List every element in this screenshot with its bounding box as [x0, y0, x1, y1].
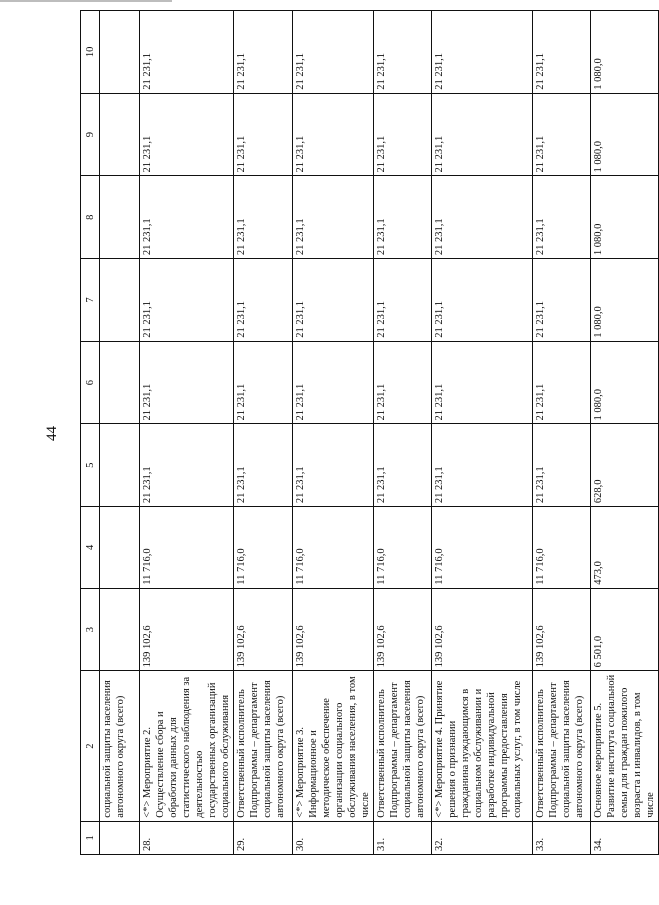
row-number: 28.: [140, 821, 234, 854]
row-number: 32.: [432, 821, 533, 854]
funding-value: 139 102,6: [374, 588, 432, 671]
row-number: 34.: [591, 821, 659, 854]
activity-name: Ответственный исполнитель Подпрограммы – департамент социальной защиты населения автономного округа (всего): [533, 671, 591, 821]
funding-value: 21 231,1: [533, 93, 591, 176]
table-row: [293, 11, 374, 855]
funding-value: 139 102,6: [432, 588, 533, 671]
activity-name: <*> Мероприятие 3. Информационное и методическое обеспечение организации социального обслуживания населения, в том числе: [293, 671, 374, 821]
funding-value: 139 102,6: [234, 588, 293, 671]
table-row: [140, 11, 234, 855]
column-number: 5: [81, 424, 100, 507]
column-number: 6: [81, 341, 100, 424]
funding-value: [100, 176, 140, 259]
funding-value: 11 716,0: [432, 507, 533, 589]
funding-value: 21 231,1: [234, 11, 293, 94]
funding-value: [100, 11, 140, 94]
funding-value: 11 716,0: [140, 507, 234, 589]
funding-value: 1 080,0: [591, 341, 659, 424]
funding-value: 21 231,1: [533, 11, 591, 94]
column-number: 1: [81, 821, 100, 854]
funding-value: 1 080,0: [591, 11, 659, 94]
funding-value: 1 080,0: [591, 93, 659, 176]
funding-value: 21 231,1: [234, 341, 293, 424]
rotated-table-container: [80, 10, 656, 855]
funding-value: 21 231,1: [293, 424, 374, 507]
row-number: 30.: [293, 821, 374, 854]
funding-value: 1 080,0: [591, 259, 659, 342]
funding-value: 11 716,0: [293, 507, 374, 589]
funding-value: 21 231,1: [374, 93, 432, 176]
column-number: 7: [81, 259, 100, 342]
table-row: [533, 11, 591, 855]
funding-value: 11 716,0: [374, 507, 432, 589]
funding-value: 21 231,1: [432, 424, 533, 507]
funding-value: 473,0: [591, 507, 659, 589]
column-number: 4: [81, 507, 100, 589]
funding-value: 139 102,6: [140, 588, 234, 671]
funding-value: 21 231,1: [234, 176, 293, 259]
funding-value: 21 231,1: [140, 341, 234, 424]
program-funding-table: [80, 10, 659, 855]
funding-value: 21 231,1: [432, 11, 533, 94]
row-number: 33.: [533, 821, 591, 854]
funding-value: 21 231,1: [432, 341, 533, 424]
funding-value: 21 231,1: [140, 93, 234, 176]
funding-value: 21 231,1: [293, 259, 374, 342]
funding-value: 6 501,0: [591, 588, 659, 671]
funding-value: 1 080,0: [591, 176, 659, 259]
column-number: 10: [81, 11, 100, 94]
page-number: 44: [44, 426, 60, 441]
funding-value: 21 231,1: [533, 176, 591, 259]
column-number: 2: [81, 671, 100, 821]
activity-name: <*> Мероприятие 2. Осуществление сбора и обработки данных для статистического наблюдения за деятельностью государственных организаций социального обслуживания: [140, 671, 234, 821]
funding-value: 21 231,1: [533, 424, 591, 507]
table-row: [432, 11, 533, 855]
column-number-row: [81, 11, 100, 855]
funding-value: 21 231,1: [533, 341, 591, 424]
funding-value: 628,0: [591, 424, 659, 507]
funding-value: 21 231,1: [432, 93, 533, 176]
funding-value: 21 231,1: [140, 259, 234, 342]
funding-value: 21 231,1: [374, 424, 432, 507]
row-number: 31.: [374, 821, 432, 854]
funding-value: 21 231,1: [432, 176, 533, 259]
funding-value: 21 231,1: [374, 341, 432, 424]
funding-value: [100, 424, 140, 507]
funding-value: 21 231,1: [234, 424, 293, 507]
funding-value: 21 231,1: [374, 11, 432, 94]
funding-value: [100, 93, 140, 176]
funding-value: 21 231,1: [234, 93, 293, 176]
table-row: [100, 11, 140, 855]
funding-value: 21 231,1: [432, 259, 533, 342]
activity-name: <*> Мероприятие 4. Принятие решения о признании гражданина нуждающимся в социальном обслуживании и разработке индивидуальной программы предоставления социальных услуг, в том числе: [432, 671, 533, 821]
funding-value: 21 231,1: [140, 11, 234, 94]
column-number: 8: [81, 176, 100, 259]
funding-value: 21 231,1: [140, 176, 234, 259]
funding-value: 21 231,1: [293, 93, 374, 176]
funding-value: 21 231,1: [293, 341, 374, 424]
activity-name: Ответственный исполнитель Подпрограммы – департамент социальной защиты населения автономного округа (всего): [234, 671, 293, 821]
funding-value: [100, 259, 140, 342]
activity-name: Основное мероприятие 5. Развитие института социальной семьи для граждан пожилого возраста и инвалидов, в том числе: [591, 671, 659, 821]
funding-value: [100, 588, 140, 671]
funding-value: [100, 341, 140, 424]
funding-value: 21 231,1: [374, 259, 432, 342]
row-number: [100, 821, 140, 854]
funding-value: 21 231,1: [140, 424, 234, 507]
funding-value: 21 231,1: [533, 259, 591, 342]
funding-value: 21 231,1: [293, 176, 374, 259]
activity-name: Ответственный исполнитель Подпрограммы – департамент социальной защиты населения автономного округа (всего): [374, 671, 432, 821]
funding-value: [100, 507, 140, 589]
table-row: [234, 11, 293, 855]
table-row: [374, 11, 432, 855]
funding-value: 21 231,1: [374, 176, 432, 259]
row-number: 29.: [234, 821, 293, 854]
funding-value: 139 102,6: [293, 588, 374, 671]
funding-value: 139 102,6: [533, 588, 591, 671]
column-number: 3: [81, 588, 100, 671]
funding-value: 21 231,1: [234, 259, 293, 342]
funding-value: 21 231,1: [293, 11, 374, 94]
scan-edge: [0, 0, 172, 2]
funding-value: 11 716,0: [234, 507, 293, 589]
table-row: [591, 11, 659, 855]
activity-name: социальной защиты населения автономного округа (всего): [100, 671, 140, 821]
column-number: 9: [81, 93, 100, 176]
funding-value: 11 716,0: [533, 507, 591, 589]
